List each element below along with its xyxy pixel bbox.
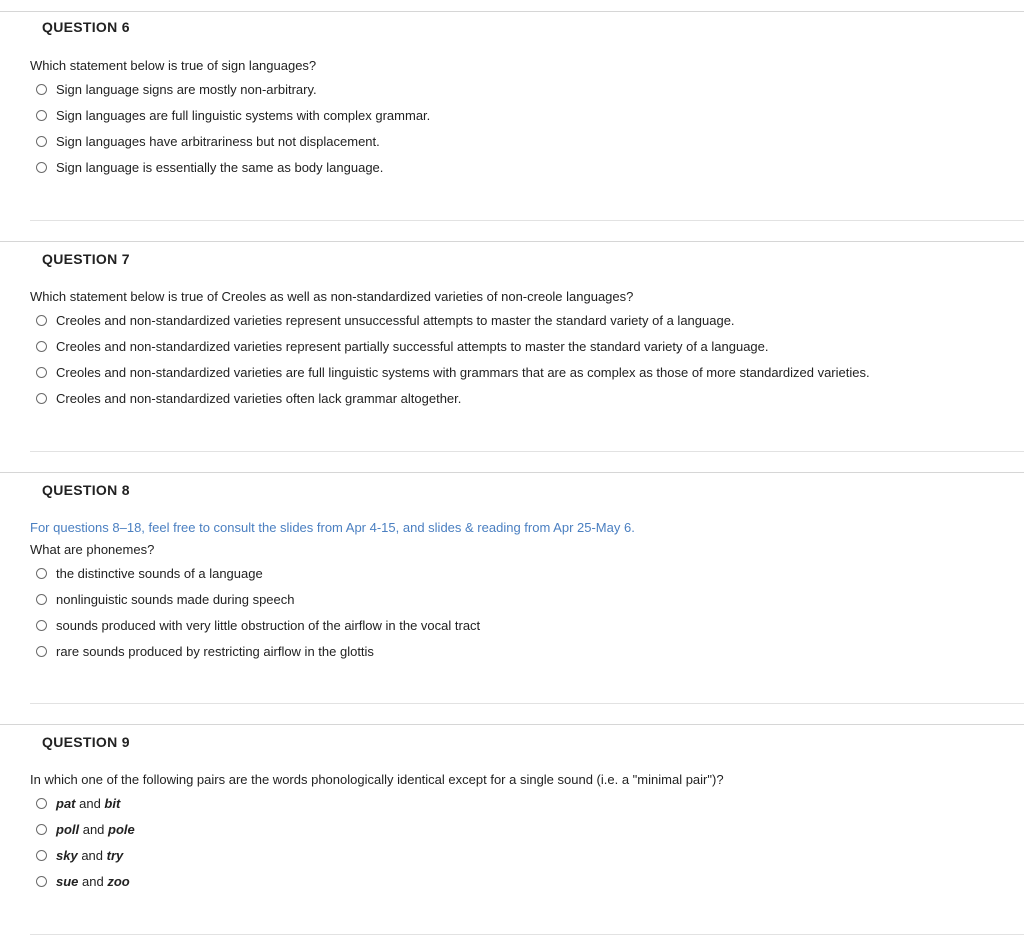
radio-button[interactable] [36,393,47,404]
radio-button[interactable] [36,110,47,121]
radio-button[interactable] [36,594,47,605]
answer-label: Sign languages have arbitrariness but not displacement. [56,133,380,149]
answer-option[interactable] [30,868,1014,894]
question-bottom-divider [30,703,1024,704]
answer-label: Creoles and non-standardized varieties are full linguistic systems with grammars that are as complex as those of more standardized varieties. [56,364,870,380]
answer-label: Sign language signs are mostly non-arbitrary. [56,81,317,97]
radio-button[interactable] [36,798,47,809]
radio-button[interactable] [36,162,47,173]
answer-label: sue and zoo [56,873,130,889]
question-prompt: What are phonemes? [30,542,155,557]
answer-option[interactable] [30,612,1014,638]
word: zoo [107,873,130,889]
word: bit [104,795,121,811]
word: sue [56,873,79,889]
word: pole [108,821,135,837]
question-bottom-divider [30,934,1024,935]
question-title: QUESTION 8 [42,482,130,498]
question-body [30,520,1014,664]
word: pat [56,795,76,811]
radio-button[interactable] [36,315,47,326]
radio-button[interactable] [36,367,47,378]
answer-list [30,560,1014,664]
question-divider [0,472,1024,473]
answer-label: poll and pole [56,821,135,837]
question-9 [0,724,1024,950]
answer-label: Sign language is essentially the same as body language. [56,159,384,175]
radio-button[interactable] [36,876,47,887]
answer-option[interactable] [30,333,1014,359]
question-divider [0,724,1024,725]
question-title: QUESTION 6 [42,19,130,35]
question-8 [0,472,1024,724]
question-body [30,289,1014,411]
question-prompt: In which one of the following pairs are the words phonologically identical except for a single sound (i.e. a "minimal pair")? [30,772,724,787]
answer-option[interactable] [30,638,1014,664]
question-body [30,58,1014,180]
answer-label: Creoles and non-standardized varieties represent unsuccessful attempts to master the standard variety of a language. [56,312,735,328]
radio-button[interactable] [36,84,47,95]
answer-list [30,76,1014,180]
question-note: For questions 8–18, feel free to consult the slides from Apr 4-15, and slides & reading from Apr 25-May 6. [30,520,635,535]
radio-button[interactable] [36,568,47,579]
answer-list [30,790,1014,894]
radio-button[interactable] [36,136,47,147]
answer-label: Creoles and non-standardized varieties often lack grammar altogether. [56,390,462,406]
radio-button[interactable] [36,824,47,835]
question-prompt: Which statement below is true of Creoles as well as non-standardized varieties of non-creole languages? [30,289,634,304]
answer-option[interactable] [30,560,1014,586]
answer-option[interactable] [30,76,1014,102]
question-divider [0,241,1024,242]
answer-option[interactable] [30,128,1014,154]
answer-option[interactable] [30,307,1014,333]
word: poll [56,821,80,837]
question-title: QUESTION 9 [42,734,130,750]
answer-option[interactable] [30,790,1014,816]
radio-button[interactable] [36,341,47,352]
answer-option[interactable] [30,385,1014,411]
answer-label: nonlinguistic sounds made during speech [56,591,295,607]
answer-option[interactable] [30,154,1014,180]
question-body [30,772,1014,894]
question-bottom-divider [30,451,1024,452]
question-divider [0,11,1024,12]
radio-button[interactable] [36,646,47,657]
answer-label: Sign languages are full linguistic systems with complex grammar. [56,107,431,123]
answer-option[interactable] [30,102,1014,128]
answer-option[interactable] [30,842,1014,868]
question-prompt: Which statement below is true of sign languages? [30,58,317,73]
answer-option[interactable] [30,359,1014,385]
answer-option[interactable] [30,586,1014,612]
question-bottom-divider [30,220,1024,221]
question-6 [0,11,1024,241]
question-title: QUESTION 7 [42,251,130,267]
question-7 [0,241,1024,472]
answer-label: sounds produced with very little obstruction of the airflow in the vocal tract [56,617,481,633]
word: try [106,847,124,863]
word: sky [56,847,78,863]
answer-label: sky and try [56,847,124,863]
answer-label: pat and bit [56,795,121,811]
answer-list [30,307,1014,411]
answer-label: Creoles and non-standardized varieties represent partially successful attempts to master the standard variety of a language. [56,338,769,354]
answer-label: the distinctive sounds of a language [56,565,263,581]
radio-button[interactable] [36,850,47,861]
radio-button[interactable] [36,620,47,631]
answer-label: rare sounds produced by restricting airflow in the glottis [56,643,374,659]
answer-option[interactable] [30,816,1014,842]
